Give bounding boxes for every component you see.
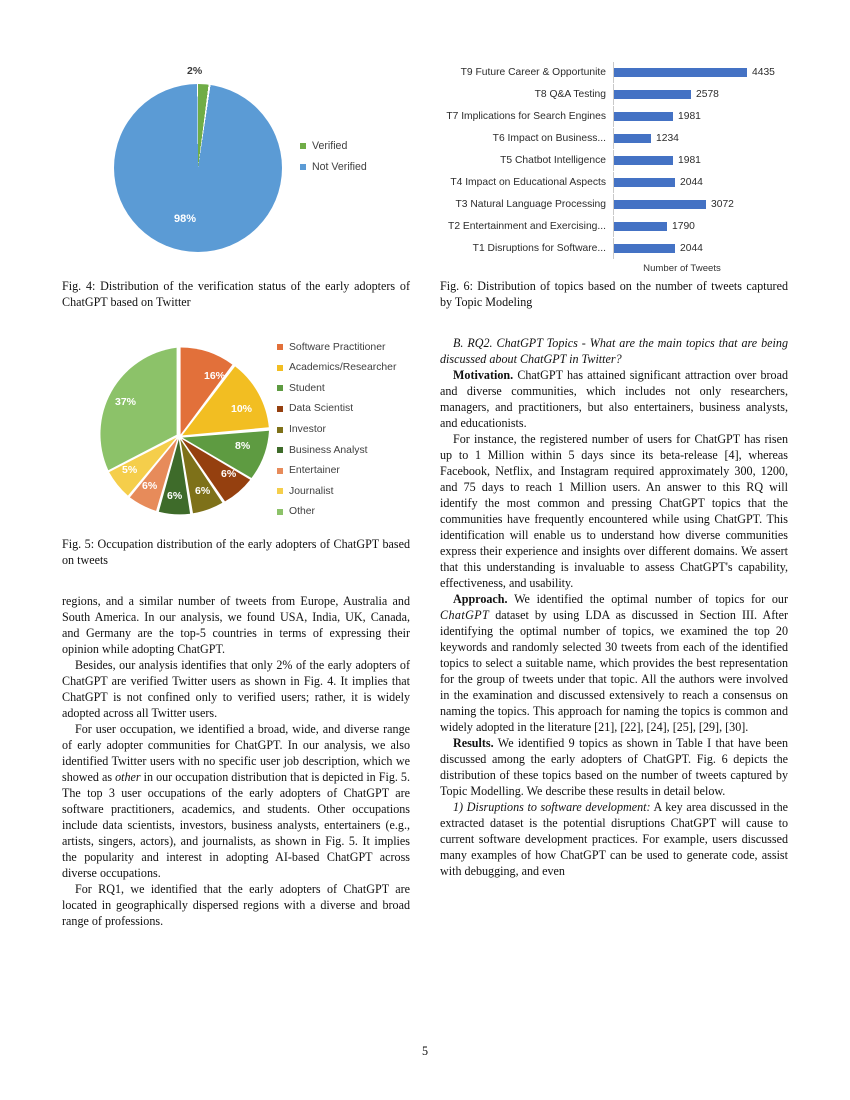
- bar-value-label: 4435: [752, 66, 775, 78]
- paragraph-results: [440, 735, 788, 799]
- legend-label: Entertainer: [289, 465, 340, 477]
- figure-5: [62, 335, 410, 569]
- bar-fill: [614, 244, 675, 253]
- bar-fill: [614, 200, 706, 209]
- legend-swatch-icon: [277, 447, 283, 453]
- results-body: We identified 9 topics as shown in Table I that have been discussed among the early adopters of ChatGPT. Fig. 6 depicts the distribution of these topics based on the number of tweets captured by Topic Modelling. We describe these results in detail below.: [440, 736, 788, 799]
- paragraph-motivation: [440, 367, 788, 431]
- bar-fill: [614, 134, 651, 143]
- legend-label: Not Verified: [312, 161, 367, 173]
- paragraph-approach: [440, 591, 788, 735]
- bar-category-label: T1 Disruptions for Software...: [472, 242, 606, 254]
- bar-fill: [614, 222, 667, 231]
- slice-value-label: 5%: [122, 463, 138, 476]
- fig5-legend: [277, 337, 396, 522]
- legend-swatch-icon: [277, 509, 283, 515]
- bar-row: [440, 106, 788, 127]
- legend-swatch-icon: [277, 385, 283, 391]
- bar-rows: [440, 62, 788, 259]
- slice-value-label: 37%: [115, 395, 137, 408]
- slice-value-label: 6%: [195, 484, 211, 497]
- bar-track: [613, 216, 788, 237]
- legend-item: [277, 337, 396, 358]
- figure-4-caption: Fig. 4: Distribution of the verification status of the early adopters of ChatGPT based on Twitter: [62, 279, 410, 309]
- bar-value-label: 1234: [656, 132, 679, 144]
- bar-category-label: T2 Entertainment and Exercising...: [448, 220, 606, 232]
- bar-category-label: T9 Future Career & Opportunite: [460, 66, 606, 78]
- figure-6-caption: Fig. 6: Distribution of topics based on the number of tweets captured by Topic Modeling: [440, 279, 788, 309]
- legend-item: [277, 481, 396, 502]
- legend-item: [277, 440, 396, 461]
- bar-track: [613, 150, 788, 171]
- motivation-body: ChatGPT has attained significant attraction over broad and diverse communities, which includes not only researchers, managers, and practitioners, but also entertainers, business analysts, and educationists.: [440, 367, 788, 430]
- bar-fill: [614, 112, 673, 121]
- results-runin-label: Results.: [453, 736, 494, 751]
- paragraph-besides: Besides, our analysis identifies that only 2% of the early adopters of ChatGPT are verified Twitter users as shown in Fig. 4. It implies that ChatGPT is not confined only to verified users; rather, it is widely adopted across all Twitter users.: [62, 657, 410, 720]
- bar-row: [440, 128, 788, 149]
- slice-value-label: 8%: [235, 439, 251, 452]
- bar-category-label: T8 Q&A Testing: [534, 88, 606, 100]
- bar-row: [440, 150, 788, 171]
- bar-row: [440, 84, 788, 105]
- legend-label: Other: [289, 506, 315, 518]
- bar-row: [440, 238, 788, 259]
- approach-math-chatgpt: ChatGPT: [440, 608, 490, 623]
- occupation-text-a: For user occupation, we identified a broad, wide, and diverse range of early adopter communities for ChatGPT. In our analysis, we also identified Twitter users with no specific user job description, which we showed as: [62, 721, 410, 784]
- paragraph-for-instance: For instance, the registered number of users for ChatGPT has risen up to 1 Million within 5 days since its beta-release [4], whereas Facebook, Netflix, and Instagram required approximately 300, 1200, and 75 days to reach 1 Million users. An answer to this RQ will identify the most common and pressing ChatGPT topics that the communities have frequently encountered while using ChatGPT. This identification will enable us to understand how diverse communities express their experience and insights over different domains. We assert that this understanding is invaluable to assess ChatGPT's capability, effectiveness, and usability.: [440, 432, 788, 591]
- fig4-pie: [114, 84, 282, 252]
- legend-item: [277, 419, 396, 440]
- approach-body-b: dataset by using LDA as discussed in Section III. After identifying the optimal number of topics, we examined the top 20 keywords and randomly selected 30 tweets from each of the identified topics to select a suitable name, which provides the best representation for the group of tweets under that topic. All the authors were involved in the examination and discussed extensively to reach a consensus on naming the topics. This approach for naming the topics is common and widely adopted in the literature [21], [22], [24], [25], [29], [30].: [440, 608, 788, 735]
- motivation-runin-label: Motivation.: [453, 367, 514, 382]
- paragraph-occupation: [62, 721, 410, 881]
- right-column: [440, 62, 788, 1022]
- bar-category-label: T7 Implications for Search Engines: [446, 110, 606, 122]
- slice-value-label: 6%: [142, 479, 158, 492]
- legend-label: Student: [289, 382, 325, 394]
- legend-item: [277, 502, 396, 523]
- bar-value-label: 1981: [678, 154, 701, 166]
- slice-value-label: 10%: [231, 402, 253, 415]
- slice-value-label: 6%: [221, 467, 237, 480]
- legend-swatch-icon: [300, 164, 306, 170]
- bar-track: [613, 106, 788, 127]
- bar-row: [440, 216, 788, 237]
- fig4-slice-label-not-verified: 98%: [174, 213, 197, 225]
- figure-6: [440, 62, 788, 311]
- legend-swatch-icon: [277, 427, 283, 433]
- bar-track: [613, 172, 788, 193]
- fig4-slice-label-verified: 2%: [187, 65, 203, 77]
- page-number: 5: [421, 1044, 429, 1058]
- slice-value-label: 16%: [204, 369, 226, 382]
- bar-value-label: 3072: [711, 198, 734, 210]
- fig4-chart-area: [62, 62, 410, 267]
- figure-5-caption: Fig. 5: Occupation distribution of the early adopters of ChatGPT based on tweets: [62, 536, 410, 567]
- paragraph-rq1: For RQ1, we identified that the early adopters of ChatGPT are located in geographically dispersed regions with a diverse and broad range of professions.: [62, 882, 410, 929]
- legend-swatch-icon: [277, 406, 283, 412]
- legend-item: [300, 161, 367, 173]
- subsection-runin-label: 1) Disruptions to software development:: [453, 800, 651, 815]
- legend-item: [277, 378, 396, 399]
- section-heading-rq2: B. RQ2. ChatGPT Topics - What are the main topics that are being discussed about ChatGPT in Twitter?: [440, 335, 788, 366]
- legend-label: Verified: [312, 140, 348, 152]
- bar-row: [440, 62, 788, 83]
- bar-category-label: T5 Chatbot Intelligence: [500, 154, 606, 166]
- fig6-axis-title: Number of Tweets: [643, 262, 721, 274]
- left-column: [62, 62, 410, 1022]
- legend-item: [300, 140, 367, 152]
- bar-fill: [614, 90, 691, 99]
- legend-label: Data Scientist: [289, 403, 354, 415]
- legend-label: Software Practitioner: [289, 341, 386, 353]
- paragraph-subsection-disruptions: [440, 799, 788, 879]
- bar-category-label: T3 Natural Language Processing: [455, 198, 606, 210]
- fig4-legend: [300, 140, 367, 182]
- bar-track: [613, 84, 788, 105]
- bar-fill: [614, 178, 675, 187]
- approach-body-a: We identified the optimal number of topics for our: [507, 592, 788, 607]
- fig5-slices: [100, 347, 269, 514]
- legend-item: [277, 399, 396, 420]
- bar-category-label: T6 Impact on Business...: [492, 132, 606, 144]
- fig5-chart-area: [62, 335, 410, 525]
- legend-swatch-icon: [300, 143, 306, 149]
- bar-value-label: 2578: [696, 88, 719, 100]
- occupation-text-b: in our occupation distribution that is depicted in Fig. 5. The top 3 user occupations of the early adopters of ChatGPT are software practitioners, academics, and students. Other occupations include data scientists, investors, business analysts, entertainers (e.g., artists, singers, actors), and journalists, as shown in Fig. 5. It implies the popularity and interest in adopting AI-based ChatGPT across diverse occupations.: [62, 769, 410, 881]
- bar-value-label: 1981: [678, 110, 701, 122]
- bar-value-label: 2044: [680, 176, 703, 188]
- fig5-pie: [90, 339, 270, 521]
- bar-value-label: 2044: [680, 242, 703, 254]
- subsection-body: A key area discussed in the extracted dataset is the potential disruptions ChatGPT will cause to current software development practices. For example, users discussed many examples of how ChatGPT can be used to generate code, assist with debugging, and even: [440, 800, 788, 879]
- two-column-layout: [62, 62, 788, 1022]
- legend-label: Business Analyst: [289, 444, 368, 456]
- slice-value-label: 6%: [167, 489, 183, 502]
- occupation-italic-other: other: [115, 769, 141, 784]
- legend-item: [277, 358, 396, 379]
- fig6-chart-area: [440, 62, 788, 274]
- bar-row: [440, 194, 788, 215]
- bar-category-label: T4 Impact on Educational Aspects: [450, 176, 606, 188]
- legend-swatch-icon: [277, 344, 283, 350]
- bar-row: [440, 172, 788, 193]
- bar-track: [613, 62, 788, 83]
- bar-track: [613, 238, 788, 259]
- legend-label: Investor: [289, 424, 326, 436]
- bar-fill: [614, 156, 673, 165]
- figure-4: [62, 62, 410, 311]
- right-column-body: [440, 335, 788, 880]
- legend-item: [277, 460, 396, 481]
- bar-track: [613, 194, 788, 215]
- legend-label: Journalist: [289, 485, 334, 497]
- approach-runin-label: Approach.: [453, 592, 508, 607]
- legend-swatch-icon: [277, 365, 283, 371]
- legend-swatch-icon: [277, 488, 283, 494]
- bar-value-label: 1790: [672, 220, 695, 232]
- bar-track: [613, 128, 788, 149]
- legend-swatch-icon: [277, 468, 283, 474]
- legend-label: Academics/Researcher: [289, 362, 397, 374]
- left-column-body: [62, 593, 410, 929]
- bar-fill: [614, 68, 747, 77]
- paragraph-regions: regions, and a similar number of tweets from Europe, Australia and South America. In our analysis, we found USA, India, UK, Canada, and Germany are the top-5 countries in terms of expressing their opinion while adopting ChatGPT.: [62, 593, 410, 656]
